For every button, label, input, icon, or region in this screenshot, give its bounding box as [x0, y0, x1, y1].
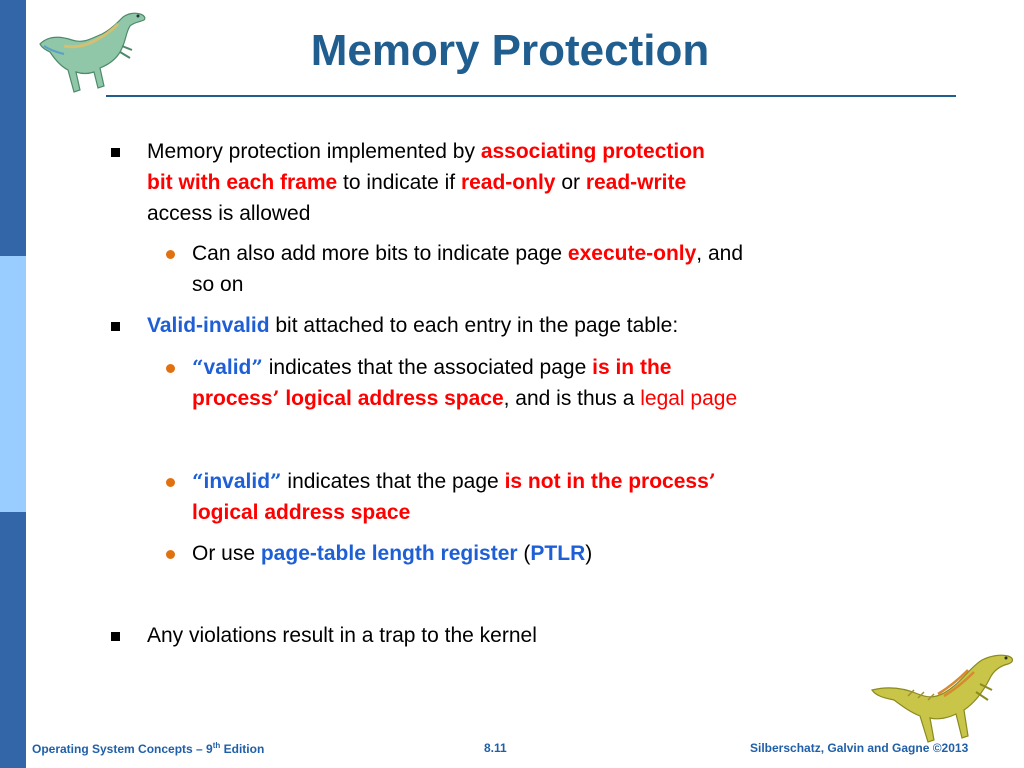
highlight-text: Valid-invalid — [147, 314, 270, 337]
dot-bullet-icon — [166, 364, 175, 373]
highlight-text: valid — [203, 356, 252, 379]
bullet-text: Memory protection implemented by — [147, 140, 481, 163]
bullet-line — [192, 352, 892, 383]
apostrophe-mark: ’ — [708, 469, 716, 493]
highlight-text: read-only — [460, 171, 556, 194]
bullet-line — [147, 198, 847, 229]
bullet-text: ) — [585, 542, 593, 565]
bullet-text: access is allowed — [147, 202, 311, 225]
footer-authors: Silberschatz, Galvin and Gagne ©2013 — [750, 741, 969, 755]
dot-bullet-icon — [166, 478, 175, 487]
bullet-text: or — [555, 171, 586, 194]
bullet-line — [147, 620, 867, 651]
subbullet-ptlr — [192, 538, 892, 569]
quote-mark: “ — [192, 355, 204, 379]
footer-text: Edition — [220, 742, 265, 756]
bullet-line — [147, 310, 867, 341]
highlight-text: invalid — [203, 470, 271, 493]
subbullet-invalid — [192, 466, 892, 528]
bullet-line — [192, 497, 892, 528]
bullet-text: indicates that the associated page — [262, 356, 593, 379]
bullet-line — [192, 269, 892, 300]
highlight-text: process — [192, 387, 273, 410]
dot-bullet-icon — [166, 250, 175, 259]
square-bullet-icon — [111, 632, 120, 641]
bullet-violations — [147, 620, 867, 651]
highlight-text: associating protection — [480, 140, 705, 163]
highlight-text: read-write — [585, 171, 687, 194]
footer-slide-number: 8.11 — [484, 741, 507, 755]
bullet-text: , and — [696, 242, 744, 265]
highlight-text: logical address space — [192, 501, 411, 524]
quote-mark: ” — [270, 469, 282, 493]
bullet-line — [192, 466, 892, 497]
bullet-text: Or use — [192, 542, 261, 565]
footer-book-title — [32, 741, 264, 756]
highlight-text: legal page — [640, 387, 738, 410]
bullet-line — [147, 136, 847, 167]
square-bullet-icon — [111, 148, 120, 157]
highlight-text: bit with each frame — [147, 171, 338, 194]
bullet-line — [192, 538, 892, 569]
bullet-memory-protection — [147, 136, 847, 229]
bullet-text: so on — [192, 273, 244, 296]
highlight-text: is in the — [592, 356, 672, 379]
highlight-text: is not in the process — [504, 470, 709, 493]
dinosaur-icon — [868, 650, 1018, 746]
dot-bullet-icon — [166, 550, 175, 559]
bullet-line — [192, 383, 892, 414]
square-bullet-icon — [111, 322, 120, 331]
slide-title: Memory Protection — [310, 26, 710, 75]
bullet-valid-invalid — [147, 310, 867, 341]
bullet-text: to indicate if — [337, 171, 461, 194]
subbullet-valid — [192, 352, 892, 414]
footer-text: Operating System Concepts – 9 — [32, 742, 213, 756]
quote-mark: “ — [192, 469, 204, 493]
bullet-text: Can also add more bits to indicate page — [192, 242, 568, 265]
bullet-text: indicates that the page — [281, 470, 505, 493]
subbullet-execute-only — [192, 238, 892, 300]
highlight-text: PTLR — [530, 542, 586, 565]
bullet-text: ( — [517, 542, 531, 565]
bullet-line — [147, 167, 847, 198]
highlight-text: page-table length register — [260, 542, 518, 565]
quote-mark: ” — [251, 355, 263, 379]
bullet-text: , and is thus a — [503, 387, 641, 410]
highlight-text: execute-only — [567, 242, 697, 265]
footer-superscript: th — [212, 741, 221, 750]
highlight-text: logical address space — [279, 387, 504, 410]
bullet-text: Any violations result in a trap to the kernel — [147, 624, 537, 647]
bullet-line — [192, 238, 892, 269]
apostrophe-mark: ’ — [272, 386, 280, 410]
bullet-text: bit attached to each entry in the page table: — [269, 314, 679, 337]
